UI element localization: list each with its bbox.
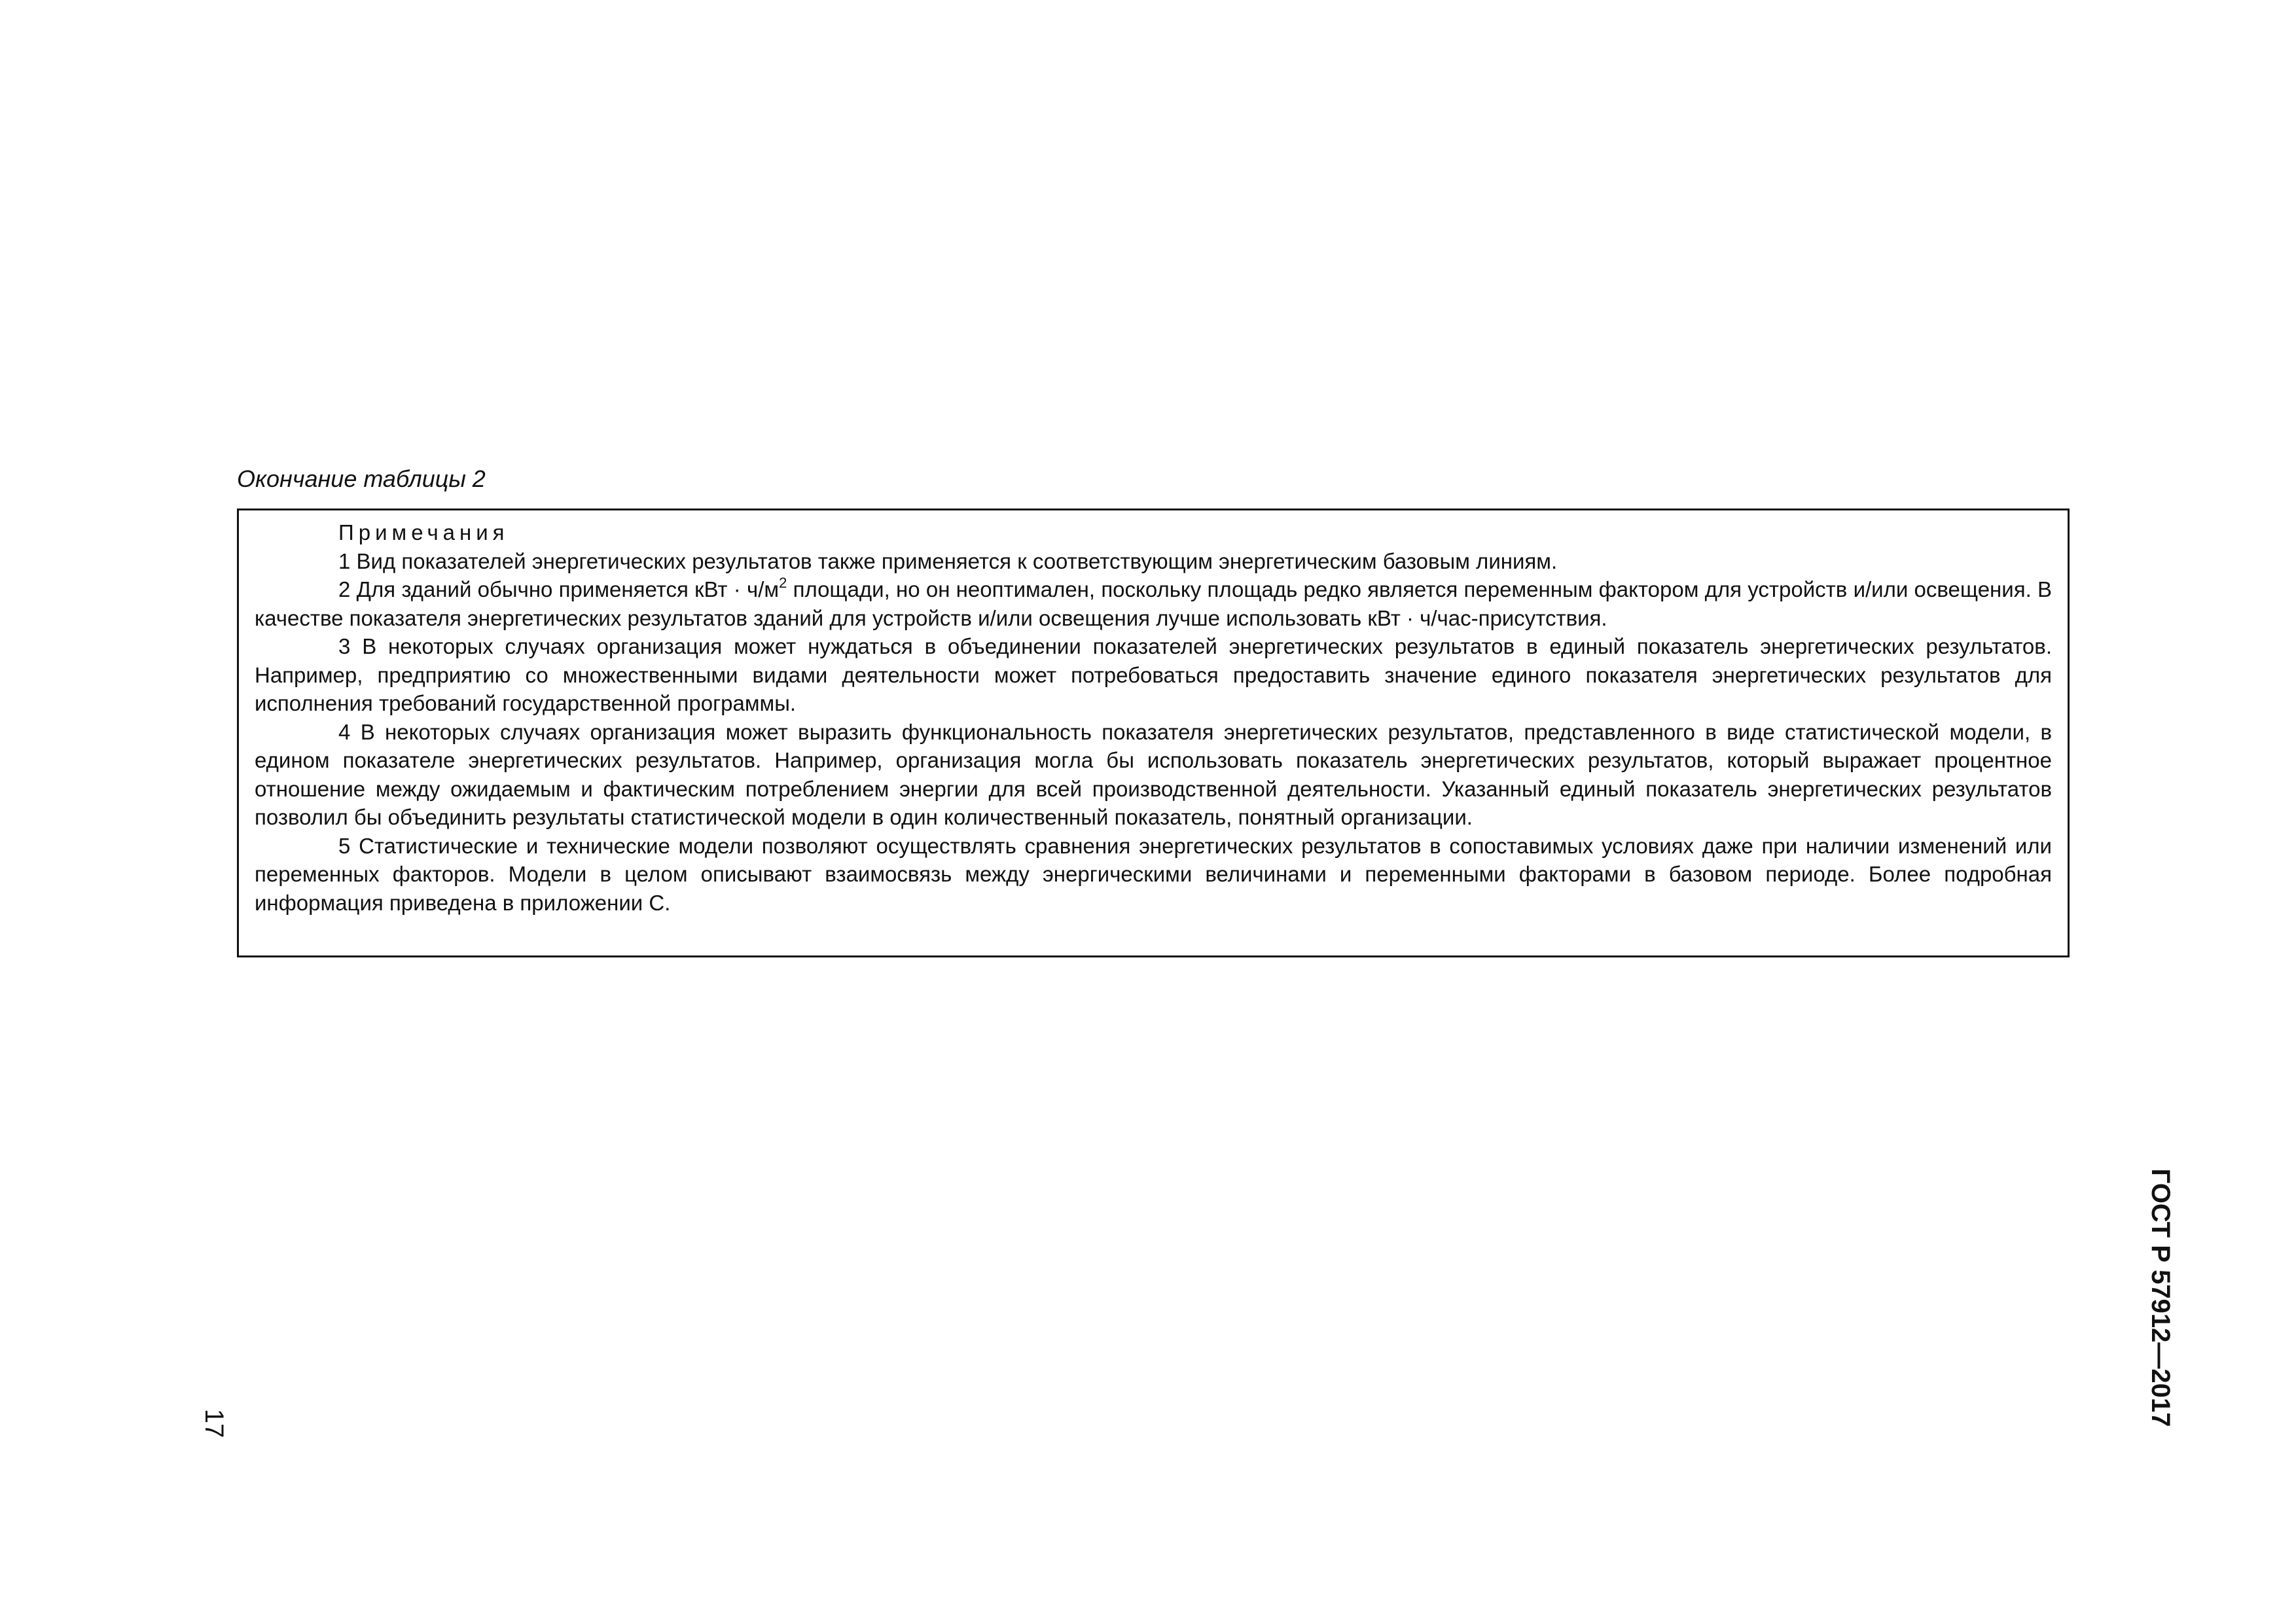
standard-code: ГОСТ Р 57912—2017: [2146, 1168, 2175, 1427]
table-caption: Окончание таблицы 2: [237, 465, 486, 492]
note-2-text-start: 2 Для зданий обычно применяется кВт · ч/м: [338, 577, 780, 601]
note-5: 5 Статистические и технические модели позволяют осуществлять сравнения энергетических результатов в сопоставимых условиях даже при наличии изменений или переменных факторов. Модели в целом описывают взаимосвязь между энергическими величинами и переменными факторами в базовом периоде. Более подробная информация приведена в приложении С.: [255, 833, 2052, 915]
note-4: 4 В некоторых случаях организация может выразить функциональность показателя энергетических результатов, представленного в виде статистической модели, в едином показателе энергетических результатов. Например, организация могла бы использовать показатель энергетических результатов, который выражает процентное отношение между ожидаемым и фактическим потреблением энергии для всей производственной деятельности. Указанный единый показатель энергетических результатов позволил бы объединить результаты статистической модели в один количественный показатель, понятный организации.: [255, 719, 2052, 829]
page-number: 17: [200, 1408, 228, 1438]
note-2-superscript: 2: [779, 575, 787, 591]
notes-table: [237, 508, 2070, 957]
note-3: 3 В некоторых случаях организация может нуждаться в объединении показателей энергетических результатов в единый показатель энергетических результатов. Например, предприятию со множественными видами деятельности может потребоваться предоставить значение единого показателя энергетических результатов для исполнения требований государственной программы.: [255, 634, 2052, 715]
note-2-text-end: площади, но он неоптимален, поскольку площадь редко является переменным фактором для устройств и/или освещения. В качестве показателя энергетических результатов зданий для устройств и/или освещения лучше использовать кВт · ч/час-присутствия.: [255, 577, 2052, 630]
note-2: [255, 575, 2052, 632]
notes-heading: Примечания: [338, 520, 509, 544]
note-1: 1 Вид показателей энергетических результатов также применяется к соответствующим энергетическим базовым линиям.: [338, 548, 1558, 573]
